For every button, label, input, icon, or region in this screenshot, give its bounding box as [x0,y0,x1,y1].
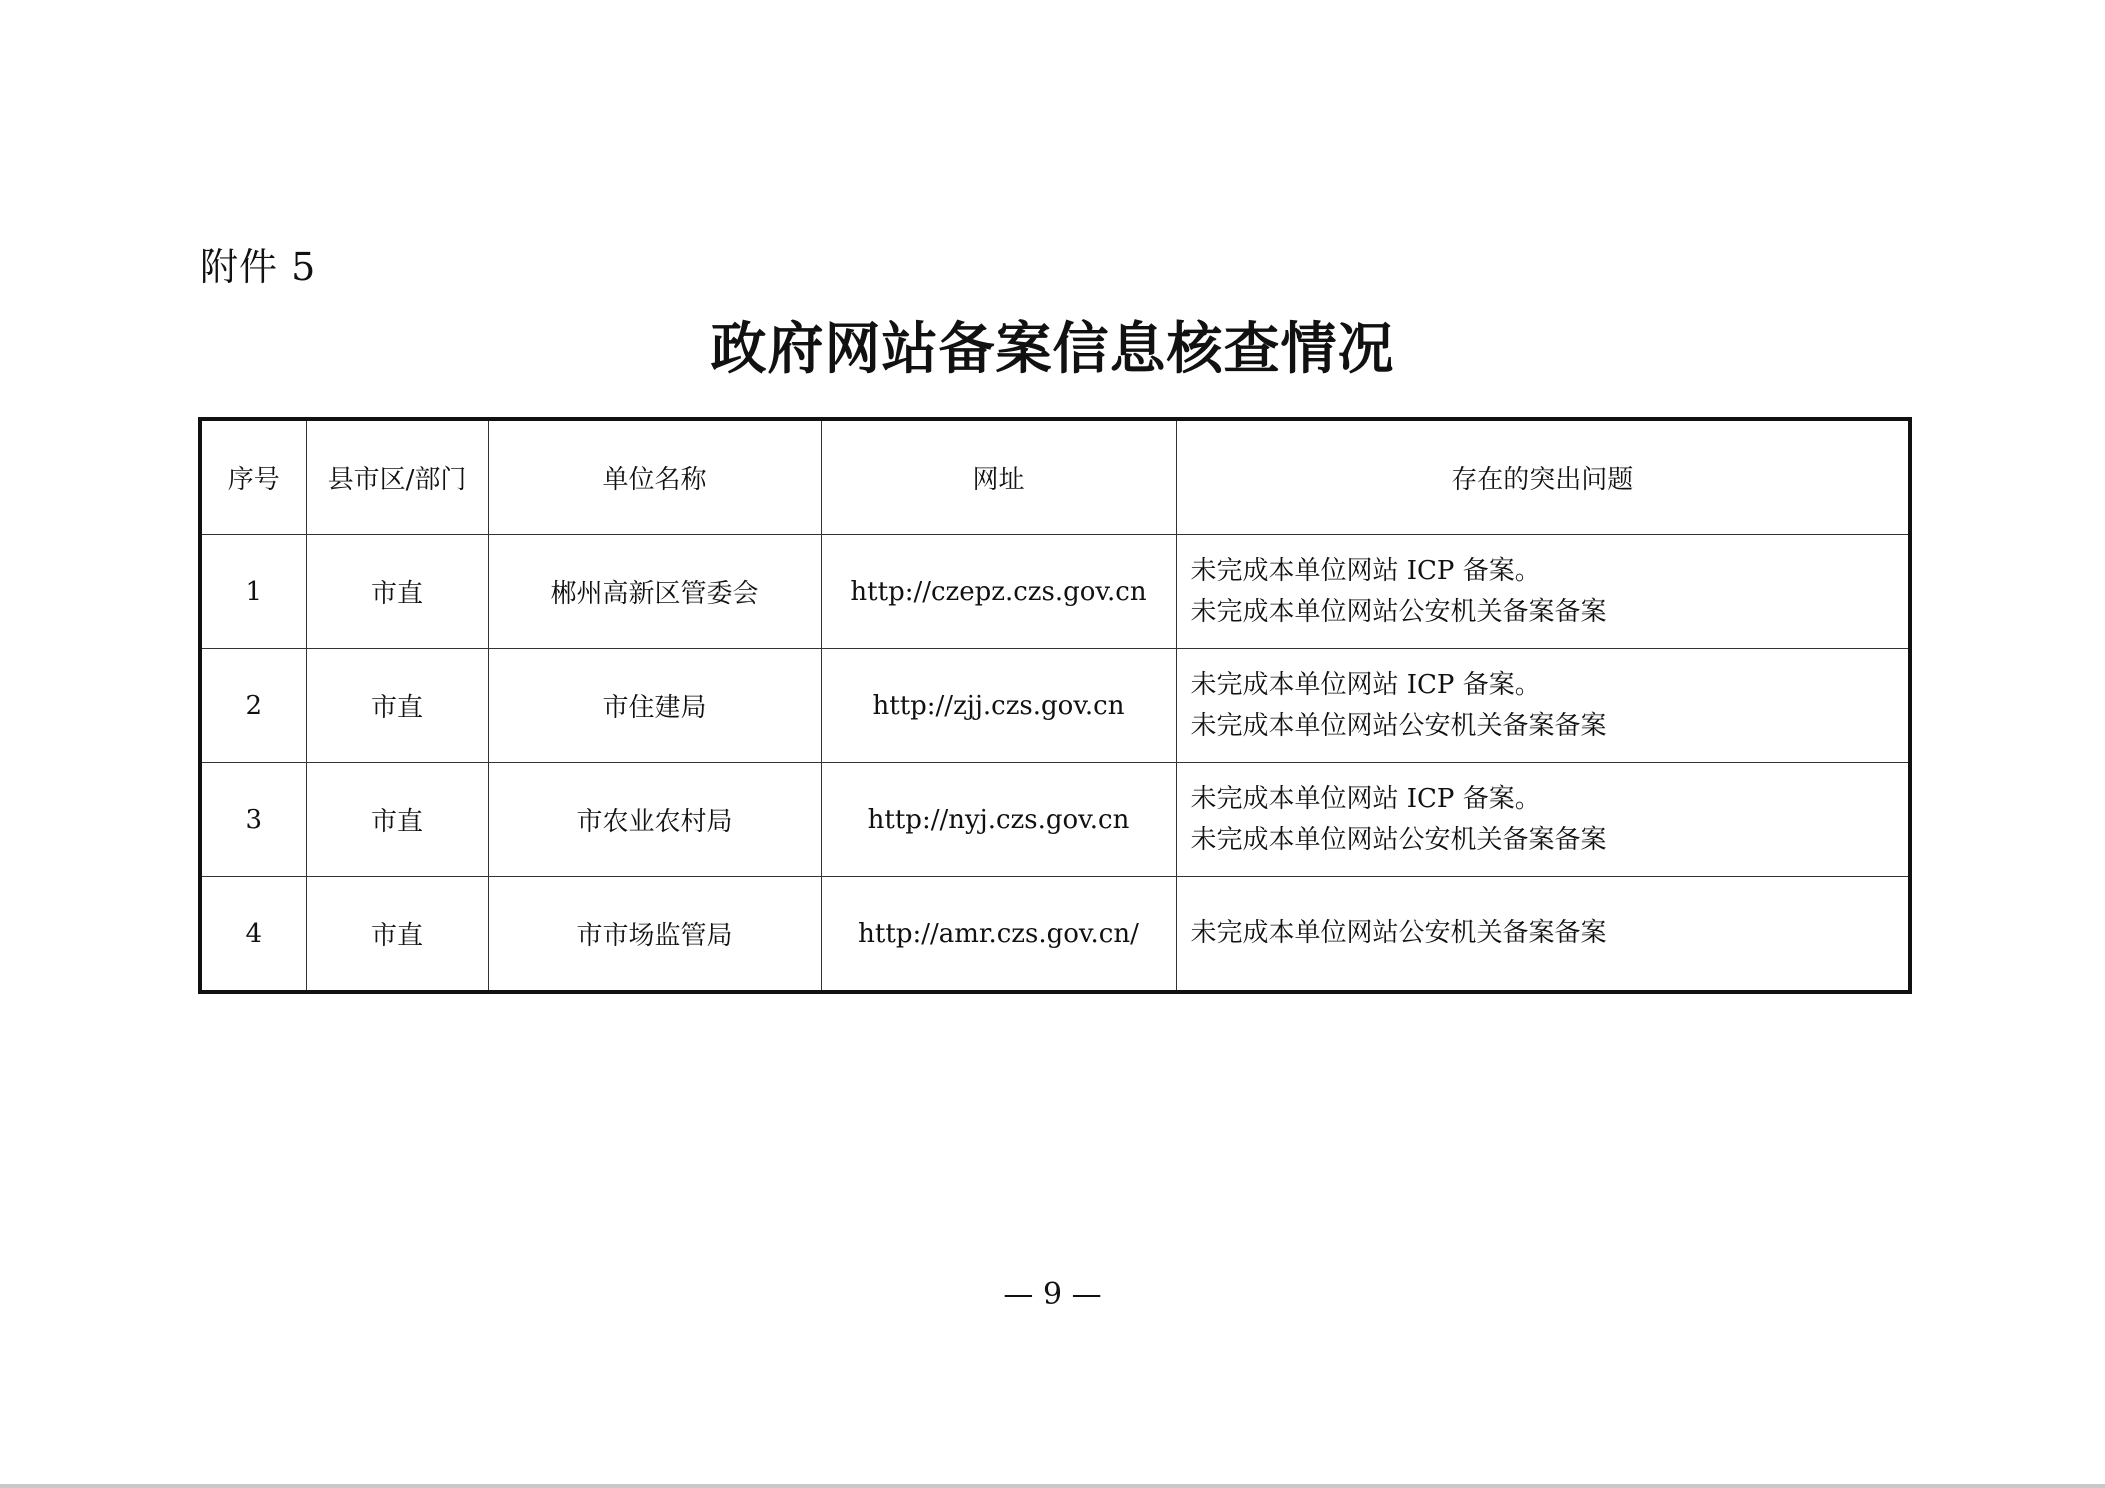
page-number: — 9 — [1003,1277,1102,1312]
header-website-url: 网址 [821,419,1176,535]
cell-serial-number: 1 [200,535,306,649]
table-header-row [200,419,1910,535]
cell-serial-number: 4 [200,877,306,993]
table-row [200,535,1910,649]
cell-problems [1176,877,1910,993]
cell-district: 市直 [306,763,488,877]
problem-item: 未完成本单位网站公安机关备案备案 [1190,918,1607,948]
bottom-divider [0,1484,2105,1488]
cell-url [821,535,1176,649]
cell-serial-number: 2 [200,649,306,763]
cell-unit-name: 郴州高新区管委会 [488,535,821,649]
cell-url [821,649,1176,763]
cell-problems [1176,649,1910,763]
cell-unit-name: 市农业农村局 [488,763,821,877]
header-serial-number: 序号 [200,419,306,535]
problem-item: 未完成本单位网站 ICP 备案。 [1190,555,1541,586]
cell-unit-name: 市住建局 [488,649,821,763]
problem-item: 未完成本单位网站公安机关备案备案 [1190,710,1607,741]
problem-item: 未完成本单位网站公安机关备案备案 [1190,596,1607,627]
cell-district: 市直 [306,649,488,763]
problem-item: 未完成本单位网站 ICP 备案。 [1190,783,1541,814]
header-unit-name: 单位名称 [488,419,821,535]
website-url: http://zjj.czs.gov.cn [872,690,1125,721]
cell-problems [1176,535,1910,649]
website-url: http://amr.czs.gov.cn/ [858,918,1139,949]
attachment-label: 附件 5 [200,245,317,289]
website-filing-check-table [198,417,1912,994]
cell-unit-name: 市市场监管局 [488,877,821,993]
problem-item: 未完成本单位网站公安机关备案备案 [1190,824,1607,855]
cell-url [821,877,1176,993]
cell-url [821,763,1176,877]
table-row [200,763,1910,877]
problem-item: 未完成本单位网站 ICP 备案。 [1190,669,1541,700]
cell-district: 市直 [306,877,488,993]
cell-district: 市直 [306,535,488,649]
cell-problems [1176,763,1910,877]
page-title: 政府网站备案信息核查情况 [710,316,1395,382]
header-problems: 存在的突出问题 [1176,419,1910,535]
website-url: http://nyj.czs.gov.cn [867,804,1130,835]
header-district-department: 县市区/部门 [306,419,488,535]
table-row [200,877,1910,993]
website-url: http://czepz.czs.gov.cn [850,576,1147,607]
table-row [200,649,1910,763]
cell-serial-number: 3 [200,763,306,877]
